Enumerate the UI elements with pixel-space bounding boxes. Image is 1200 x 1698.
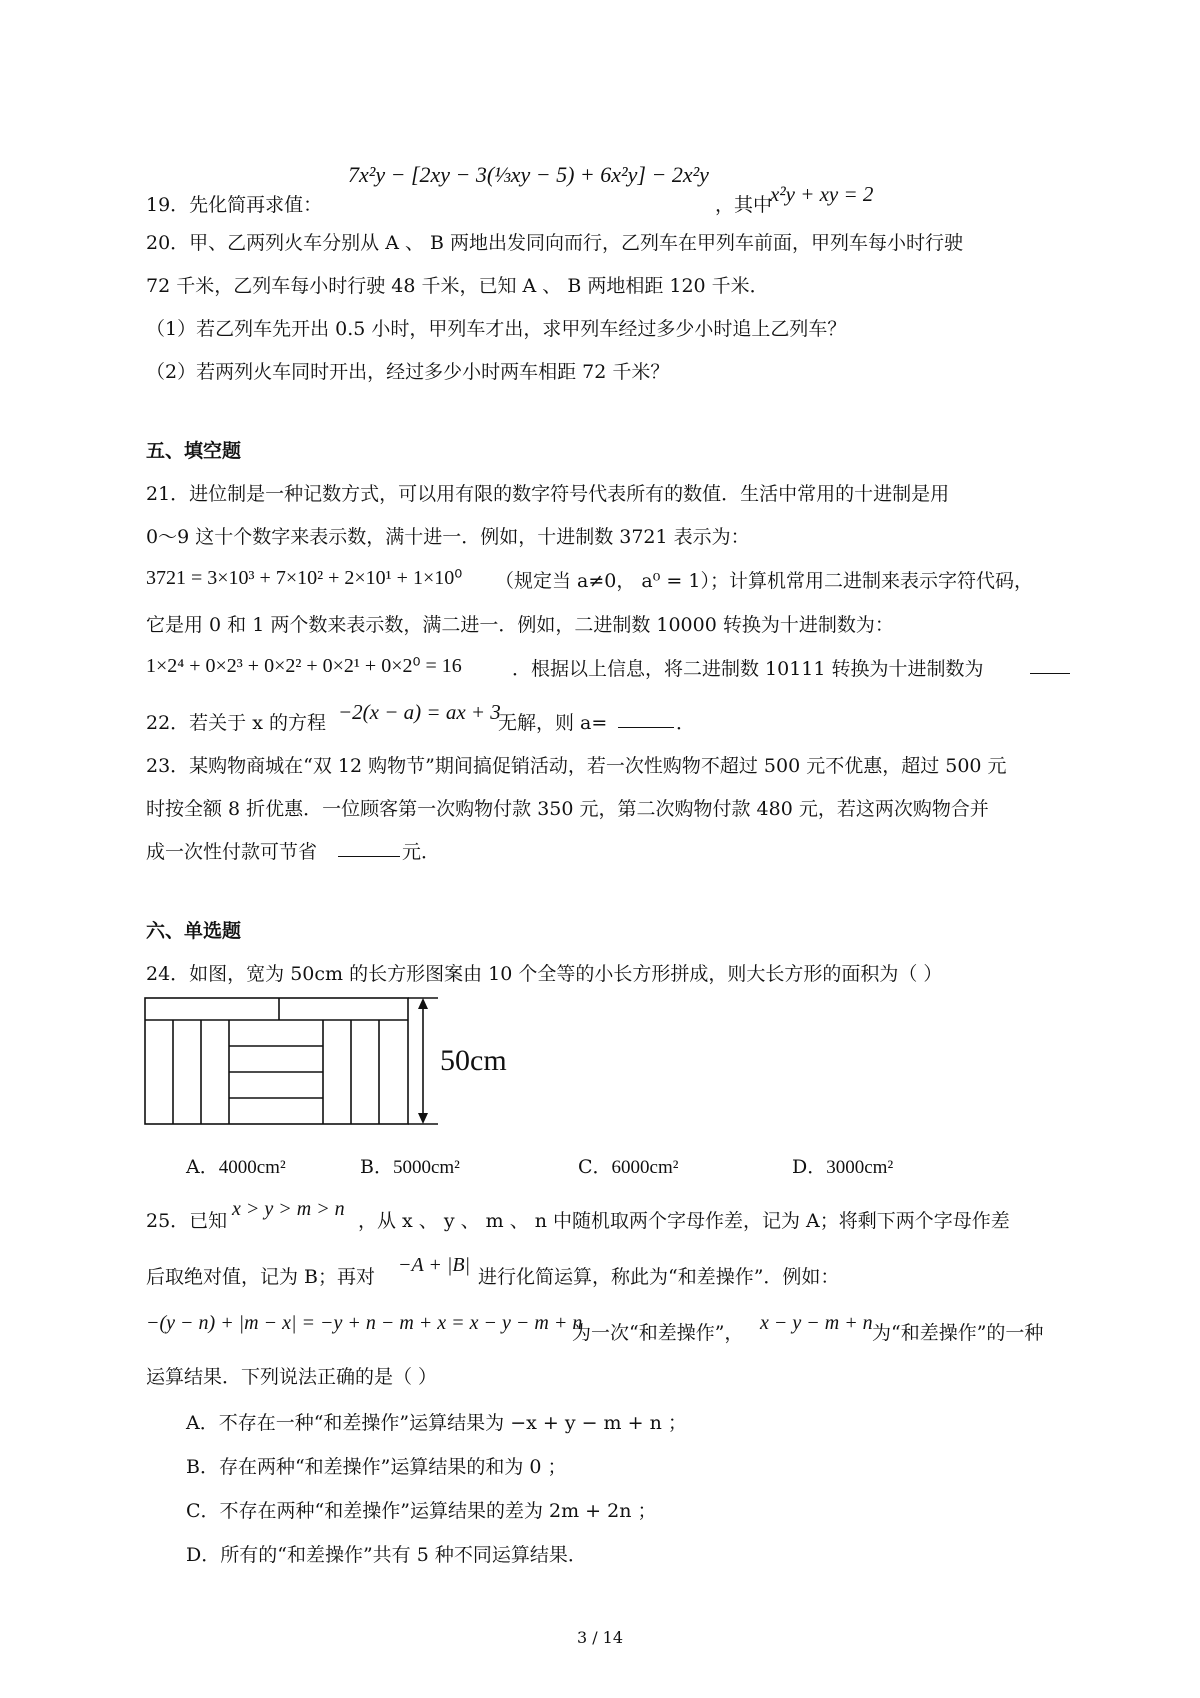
q20-sub2: （2）若两列火车同时开出，经过多少小时两车相距 72 千米？ [146, 361, 670, 383]
q21-decimal-expansion: 3721 = 3×10³ + 7×10² + 2×10¹ + 1×10⁰ [146, 567, 463, 589]
q25-option-a[interactable]: A．不存在一种“和差操作”运算结果为 −x + y − m + n ； [186, 1412, 687, 1434]
q21-line2: 0～9 这十个数字来表示数，满十进一．例如，十进制数 3721 表示为： [146, 526, 750, 548]
option-text: 6000cm² [611, 1157, 679, 1178]
section-title-single-choice: 六、单选题 [146, 920, 242, 942]
q24-option-b[interactable] [360, 1152, 460, 1179]
section-title-fill-blank: 五、填空题 [146, 440, 242, 462]
q22-end: ． [676, 712, 696, 734]
q19-condition: x²y + xy = 2 [770, 182, 874, 206]
q24-option-d[interactable] [792, 1152, 893, 1179]
q23-line3-suffix: 元． [402, 841, 441, 863]
q25-option-d[interactable]: D．所有的“和差操作”共有 5 种不同运算结果． [186, 1544, 587, 1566]
q25-line3-a: 为一次“和差操作”， [572, 1322, 744, 1344]
q22-prefix: 22．若关于 x 的方程 [146, 712, 326, 734]
q20-sub1: （1）若乙列车先开出 0.5 小时，甲列车才出，求甲列车经过多少小时追上乙列车？ [146, 318, 847, 340]
q23-answer-blank [338, 837, 400, 857]
option-letter: C． [578, 1156, 612, 1178]
option-text: 5000cm² [392, 1157, 460, 1178]
q25-example: −(y − n) + |m − x| = −y + n − m + x = x − y − m + n [146, 1312, 583, 1334]
q25-line1-a: 25．已知 [146, 1210, 228, 1232]
q24-stem: 24．如图，宽为 50cm 的长方形图案由 10 个全等的小长方形拼成，则大长方形的面积为（ ） [146, 963, 943, 985]
q25-option-b[interactable]: B．存在两种“和差操作”运算结果的和为 0 ； [186, 1456, 567, 1478]
q22-equation: −2(x − a) = ax + 3 [338, 700, 501, 724]
q19-label: 19．先化简再求值： [146, 194, 323, 216]
arrow-down-icon [418, 1113, 428, 1124]
q25-line2-a: 后取绝对值，记为 B；再对 [146, 1266, 376, 1288]
option-letter: A． [186, 1156, 219, 1178]
big-rectangle [145, 998, 408, 1124]
q22-suffix: 无解，则 a= [498, 712, 608, 734]
q21-line1: 21．进位制是一种记数方式，可以用有限的数字符号代表所有的数值．生活中常用的十进制是用 [146, 483, 950, 505]
q24-option-c[interactable] [578, 1152, 678, 1179]
q21-answer-blank [1030, 654, 1070, 674]
q25-example-result: x − y − m + n [760, 1312, 873, 1334]
q25-line2-b: 进行化简运算，称此为“和差操作”．例如： [478, 1266, 840, 1288]
option-letter: D． [792, 1156, 827, 1178]
q22-answer-blank [618, 708, 674, 728]
option-text: 4000cm² [218, 1157, 286, 1178]
q24-option-a[interactable] [186, 1152, 286, 1179]
q23-line1: 23．某购物商城在“双 12 购物节”期间搞促销活动，若一次性购物不超过 500 元不优惠，超过 500 元 [146, 755, 1007, 777]
q25-inequality: x > y > m > n [232, 1198, 345, 1220]
q25-line3-b: 为“和差操作”的一种 [872, 1322, 1044, 1344]
q25-line1-b: ，从 x 、 y 、 m 、 n 中随机取两个字母作差，记为 A；将剩下两个字母作差 [358, 1210, 1010, 1232]
q24-figure-label: 50cm [440, 1044, 507, 1077]
option-letter: B． [360, 1156, 393, 1178]
q20-line1: 20．甲、乙两列火车分别从 A 、 B 两地出发同向而行，乙列车在甲列车前面，甲列车每小时行驶 [146, 232, 964, 254]
q25-line4: 运算结果．下列说法正确的是（ ） [146, 1366, 438, 1388]
q21-line4: 它是用 0 和 1 两个数来表示数，满二进一．例如，二进制数 10000 转换为十进制数为： [146, 614, 894, 636]
q19-expression: 7x²y − [2xy − 3(⅓xy − 5) + 6x²y] − 2x²y [348, 162, 709, 187]
q21-line3-text: （规定当 a≠0， a⁰ = 1）；计算机常用二进制来表示字符代码， [495, 570, 1033, 592]
q20-line2: 72 千米，乙列车每小时行驶 48 千米，已知 A 、 B 两地相距 120 千米． [146, 275, 769, 297]
page-number: 3 / 14 [576, 1628, 624, 1647]
q21-binary-expansion: 1×2⁴ + 0×2³ + 0×2² + 0×2¹ + 0×2⁰ = 16 [146, 655, 462, 677]
q25-operation: −A + |B| [398, 1254, 471, 1276]
q23-line2: 时按全额 8 折优惠．一位顾客第一次购物付款 350 元，第二次购物付款 480 元，若这两次购物合并 [146, 798, 989, 820]
q21-line5-text: ．根据以上信息，将二进制数 10111 转换为十进制数为 [512, 658, 984, 680]
arrow-up-icon [418, 998, 428, 1009]
q19-condition-prefix: ，其中 [715, 194, 773, 216]
option-text: 3000cm² [826, 1157, 894, 1178]
q25-option-c[interactable]: C．不存在两种“和差操作”运算结果的差为 2m + 2n ； [186, 1500, 657, 1522]
q23-line3-prefix: 成一次性付款可节省 [146, 841, 318, 863]
